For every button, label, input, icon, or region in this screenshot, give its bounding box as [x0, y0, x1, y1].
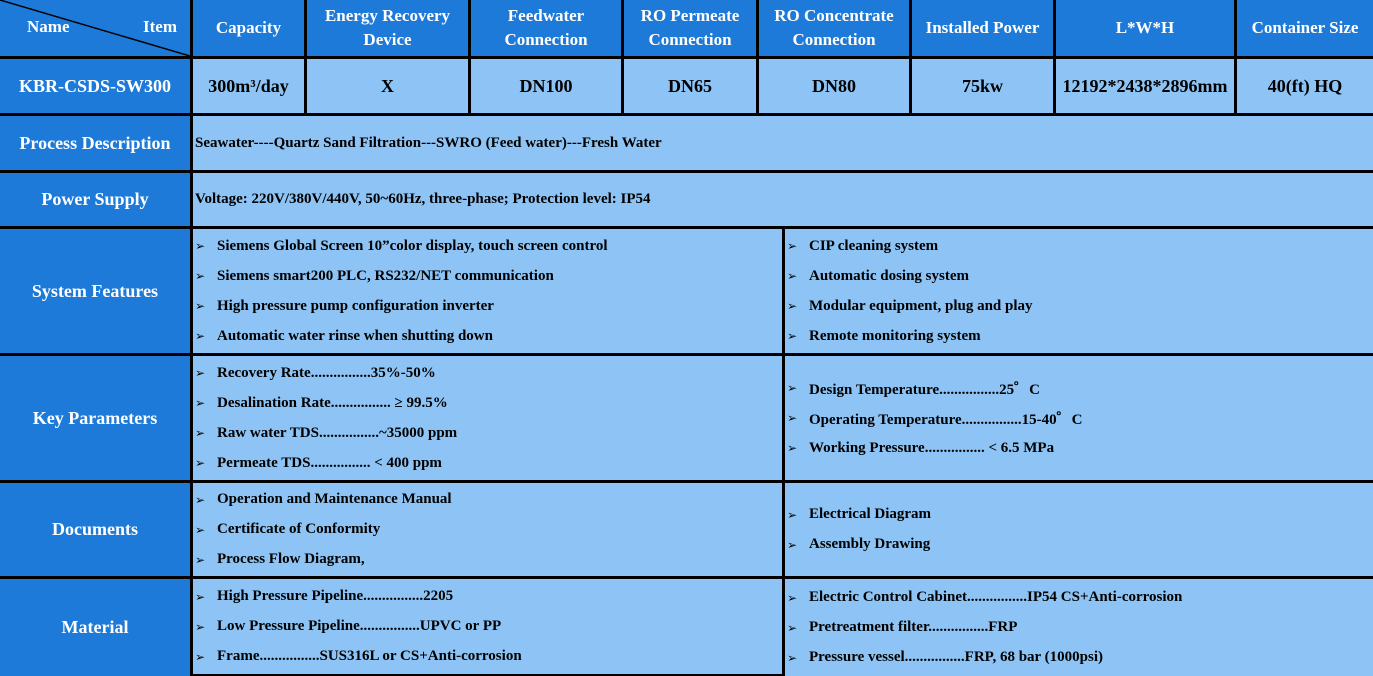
- ro-concentrate-value: DN80: [759, 59, 909, 113]
- capacity-value: 300m³/day: [193, 59, 304, 113]
- list-item: [195, 448, 782, 478]
- list-item: [195, 321, 782, 351]
- list-item: [787, 613, 1373, 643]
- list-item: [787, 643, 1373, 673]
- material-text: Frame................SUS316L or CS+Anti-corrosion: [217, 648, 522, 664]
- feature-text: Siemens Global Screen 10”color display, touch screen control: [217, 237, 608, 254]
- list-item: [787, 231, 1373, 261]
- parameters-right-list: [785, 356, 1373, 480]
- documents-left-list: [193, 483, 782, 576]
- parameter-text: Design Temperature................25゜C: [809, 381, 1040, 398]
- material-left-list: [193, 579, 782, 674]
- ro-permeate-value: DN65: [624, 59, 756, 113]
- arrowhead-bullet-icon: ➢: [787, 590, 798, 605]
- header-ro-concentrate: RO Concentrate Connection: [759, 0, 909, 56]
- feature-text: Automatic dosing system: [809, 267, 969, 284]
- feature-text: Remote monitoring system: [809, 327, 981, 344]
- lwh-value: 12192*2438*2896mm: [1056, 59, 1234, 113]
- features-left-list: [193, 229, 782, 353]
- arrowhead-bullet-icon: ➢: [787, 507, 798, 522]
- power-label: Power Supply: [0, 173, 190, 226]
- list-item: [195, 291, 782, 321]
- material-text: Pressure vessel................FRP, 68 bar (1000psi): [809, 649, 1104, 665]
- power-text: Voltage: 220V/380V/440V, 50~60Hz, three-phase; Protection level: IP54: [193, 173, 1373, 226]
- arrowhead-bullet-icon: ➢: [787, 441, 798, 455]
- arrowhead-bullet-icon: ➢: [195, 456, 206, 470]
- parameter-text: Operating Temperature................15-40゜C: [809, 411, 1083, 428]
- header-energy-recovery: Energy Recovery Device: [307, 0, 468, 56]
- list-item: [195, 388, 782, 418]
- arrowhead-bullet-icon: ➢: [195, 426, 206, 440]
- material-text: Electric Control Cabinet................IP54 CS+Anti-corrosion: [809, 589, 1183, 605]
- arrowhead-bullet-icon: ➢: [195, 366, 206, 380]
- energy-recovery-value: X: [307, 59, 468, 113]
- header-capacity: Capacity: [193, 0, 304, 56]
- document-text: Assembly Drawing: [809, 536, 931, 552]
- arrowhead-bullet-icon: ➢: [787, 329, 798, 343]
- list-item: [195, 261, 782, 291]
- document-text: Process Flow Diagram,: [217, 551, 365, 567]
- feature-text: Automatic water rinse when shutting down: [217, 327, 493, 344]
- parameter-text: Raw water TDS................~35000 ppm: [217, 424, 458, 441]
- parameter-text: Desalination Rate................ ≥ 99.5%: [217, 394, 448, 411]
- list-item: [787, 403, 1373, 433]
- list-item: [195, 485, 782, 515]
- feedwater-value: DN100: [471, 59, 621, 113]
- documents-right-list: [785, 483, 1373, 576]
- features-label: System Features: [0, 229, 190, 353]
- header-lwh: L*W*H: [1056, 0, 1234, 56]
- arrowhead-bullet-icon: ➢: [195, 396, 206, 410]
- arrowhead-bullet-icon: ➢: [195, 649, 206, 664]
- list-item: [787, 321, 1373, 351]
- parameter-text: Recovery Rate................35%-50%: [217, 364, 436, 381]
- container-size-value: 40(ft) HQ: [1237, 59, 1373, 113]
- arrowhead-bullet-icon: ➢: [195, 329, 206, 343]
- arrowhead-bullet-icon: ➢: [787, 269, 798, 283]
- arrowhead-bullet-icon: ➢: [195, 552, 206, 567]
- header-corner-cell: [0, 0, 190, 56]
- header-installed-power: Installed Power: [912, 0, 1053, 56]
- arrowhead-bullet-icon: ➢: [195, 239, 206, 253]
- corner-name-label: Name: [27, 17, 70, 36]
- material-label: Material: [0, 579, 190, 676]
- list-item: [787, 291, 1373, 321]
- header-ro-permeate: RO Permeate Connection: [624, 0, 756, 56]
- list-item: [195, 612, 782, 642]
- arrowhead-bullet-icon: ➢: [787, 411, 798, 425]
- arrowhead-bullet-icon: ➢: [195, 299, 206, 313]
- material-text: Low Pressure Pipeline................UPVC or PP: [217, 618, 502, 634]
- features-right-list: [785, 229, 1373, 353]
- arrowhead-bullet-icon: ➢: [787, 299, 798, 313]
- corner-item-label: Item: [143, 17, 177, 36]
- material-right-list: [785, 579, 1373, 676]
- document-text: Electrical Diagram: [809, 506, 932, 522]
- arrowhead-bullet-icon: ➢: [195, 492, 206, 507]
- header-container-size: Container Size: [1237, 0, 1373, 56]
- list-item: [195, 358, 782, 388]
- document-text: Operation and Maintenance Manual: [217, 491, 452, 507]
- documents-label: Documents: [0, 483, 190, 576]
- feature-text: High pressure pump configuration inverter: [217, 297, 494, 314]
- parameters-label: Key Parameters: [0, 356, 190, 480]
- list-item: [787, 433, 1373, 463]
- list-item: [195, 231, 782, 261]
- feature-text: CIP cleaning system: [809, 237, 939, 254]
- model-name: KBR-CSDS-SW300: [0, 59, 190, 113]
- arrowhead-bullet-icon: ➢: [787, 650, 798, 665]
- list-item: [787, 583, 1373, 613]
- arrowhead-bullet-icon: ➢: [195, 269, 206, 283]
- arrowhead-bullet-icon: ➢: [195, 589, 206, 604]
- process-text: Seawater----Quartz Sand Filtration---SWRO (Feed water)---Fresh Water: [193, 116, 1373, 170]
- document-text: Certificate of Conformity: [217, 521, 381, 537]
- material-text: Pretreatment filter................FRP: [809, 619, 1018, 635]
- header-feedwater: Feedwater Connection: [471, 0, 621, 56]
- list-item: [195, 582, 782, 612]
- list-item: [195, 642, 782, 672]
- arrowhead-bullet-icon: ➢: [195, 522, 206, 537]
- list-item: [787, 530, 1373, 560]
- list-item: [195, 515, 782, 545]
- parameters-left-list: [193, 356, 782, 480]
- list-item: [787, 500, 1373, 530]
- parameter-text: Working Pressure................ < 6.5 MPa: [809, 439, 1055, 456]
- installed-power-value: 75kw: [912, 59, 1053, 113]
- feature-text: Modular equipment, plug and play: [809, 297, 1033, 314]
- arrowhead-bullet-icon: ➢: [787, 620, 798, 635]
- list-item: [195, 418, 782, 448]
- list-item: [787, 261, 1373, 291]
- arrowhead-bullet-icon: ➢: [195, 619, 206, 634]
- process-label: Process Description: [0, 116, 190, 170]
- list-item: [195, 545, 782, 575]
- feature-text: Siemens smart200 PLC, RS232/NET communication: [217, 267, 554, 284]
- arrowhead-bullet-icon: ➢: [787, 239, 798, 253]
- list-item: [787, 373, 1373, 403]
- material-text: High Pressure Pipeline................2205: [217, 588, 454, 604]
- arrowhead-bullet-icon: ➢: [787, 537, 798, 552]
- parameter-text: Permeate TDS................ < 400 ppm: [217, 454, 442, 471]
- arrowhead-bullet-icon: ➢: [787, 381, 798, 395]
